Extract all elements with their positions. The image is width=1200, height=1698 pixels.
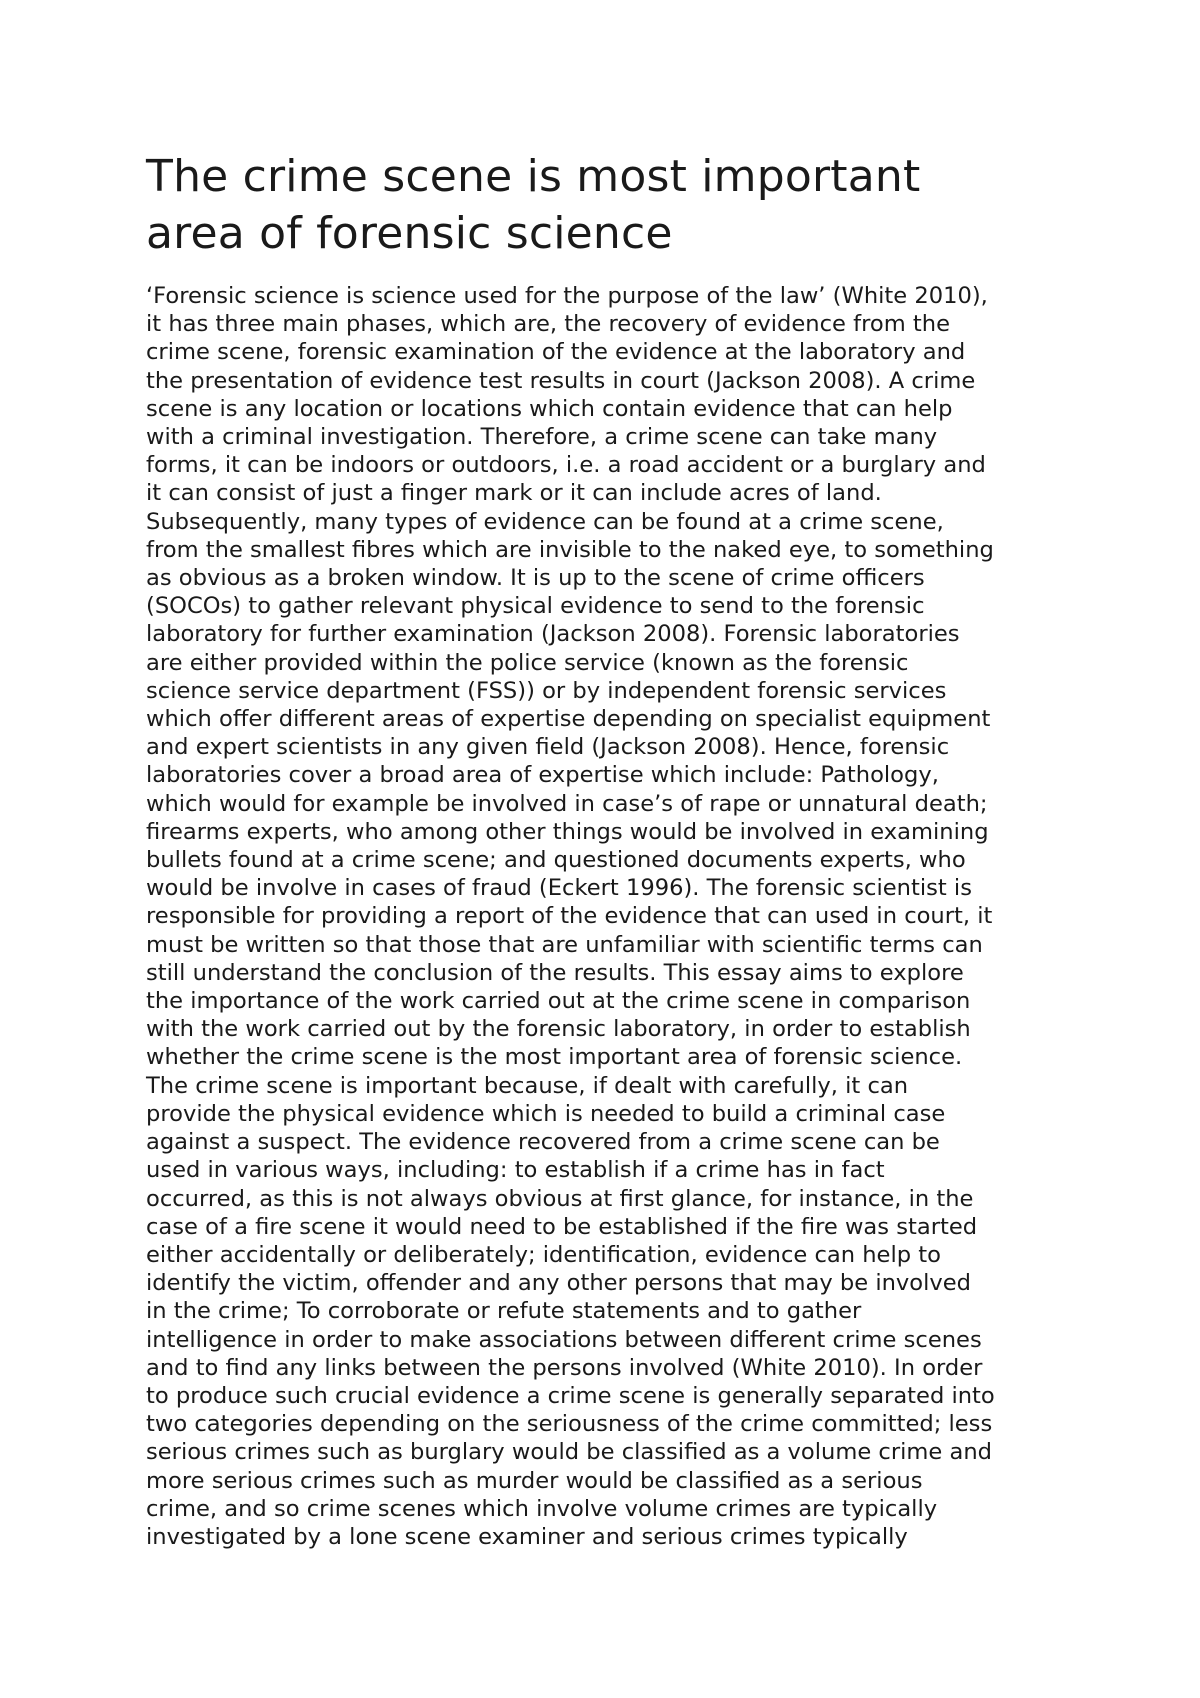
body-line: it can consist of just a finger mark or it can include acres of land.	[146, 480, 882, 507]
body-line: are either provided within the police service (known as the forensic	[146, 649, 909, 676]
body-line: laboratory for further examination (Jackson 2008). Forensic laboratories	[146, 621, 960, 648]
body-line: investigated by a lone scene examiner and serious crimes typically	[146, 1523, 908, 1550]
body-line: it has three main phases, which are, the recovery of evidence from the	[146, 311, 950, 338]
body-line: identify the victim, offender and any other persons that may be involved	[146, 1270, 972, 1297]
body-line: the importance of the work carried out at the crime scene in comparison	[146, 988, 971, 1015]
body-line: Subsequently, many types of evidence can be found at a crime scene,	[146, 508, 944, 535]
body-line: bullets found at a crime scene; and questioned documents experts, who	[146, 847, 966, 874]
body-line: which offer different areas of expertise depending on specialist equipment	[146, 706, 991, 733]
body-line: science service department (FSS)) or by independent forensic services	[146, 677, 947, 704]
body-line: against a suspect. The evidence recovered from a crime scene can be	[146, 1129, 940, 1156]
body-line: used in various ways, including: to establish if a crime has in fact	[146, 1157, 885, 1184]
body-line: must be written so that those that are unfamiliar with scientific terms can	[146, 931, 983, 958]
title-line: area of forensic science	[146, 208, 673, 259]
body-line: whether the crime scene is the most important area of forensic science.	[146, 1044, 963, 1071]
body-line: crime, and so crime scenes which involve volume crimes are typically	[146, 1495, 938, 1522]
body-line: to produce such crucial evidence a crime scene is generally separated into	[146, 1382, 995, 1409]
body-line: laboratories cover a broad area of expertise which include: Pathology,	[146, 762, 939, 789]
body-line: would be involve in cases of fraud (Eckert 1996). The forensic scientist is	[146, 875, 972, 902]
body-line: firearms experts, who among other things would be involved in examining	[146, 818, 989, 845]
body-line: occurred, as this is not always obvious at first glance, for instance, in the	[146, 1185, 974, 1212]
body-line: which would for example be involved in case’s of rape or unnatural death;	[146, 790, 988, 817]
body-line: (SOCOs) to gather relevant physical evidence to send to the forensic	[146, 593, 925, 620]
body-line: two categories depending on the seriousness of the crime committed; less	[146, 1411, 993, 1438]
body-line: provide the physical evidence which is needed to build a criminal case	[146, 1100, 946, 1127]
body-line: forms, it can be indoors or outdoors, i.e. a road accident or a burglary and	[146, 452, 986, 479]
body-line: either accidentally or deliberately; identification, evidence can help to	[146, 1241, 941, 1268]
body-line: scene is any location or locations which contain evidence that can help	[146, 395, 953, 422]
body-line: more serious crimes such as murder would be classified as a serious	[146, 1467, 923, 1494]
body-line: and to find any links between the persons involved (White 2010). In order	[146, 1354, 983, 1381]
body-line: with a criminal investigation. Therefore, a crime scene can take many	[146, 424, 938, 451]
body-line: from the smallest fibres which are invisible to the naked eye, to something	[146, 536, 994, 563]
body-line: and expert scientists in any given field (Jackson 2008). Hence, forensic	[146, 734, 950, 761]
title-line: The crime scene is most important	[146, 151, 921, 202]
document-title	[146, 148, 1076, 262]
body-line: The crime scene is important because, if dealt with carefully, it can	[146, 1072, 909, 1099]
body-line: intelligence in order to make associations between different crime scenes	[146, 1326, 982, 1353]
body-line: ‘Forensic science is science used for the purpose of the law’ (White 2010),	[146, 283, 988, 309]
body-line: in the crime; To corroborate or refute statements and to gather	[146, 1298, 862, 1325]
document-content	[146, 148, 1076, 1551]
body-line: as obvious as a broken window. It is up to the scene of crime officers	[146, 565, 925, 592]
body-line: crime scene, forensic examination of the evidence at the laboratory and	[146, 339, 966, 366]
body-line: still understand the conclusion of the results. This essay aims to explore	[146, 959, 964, 986]
body-line: with the work carried out by the forensic laboratory, in order to establish	[146, 1016, 971, 1043]
body-line: responsible for providing a report of the evidence that can used in court, it	[146, 903, 993, 930]
body-line: serious crimes such as burglary would be classified as a volume crime and	[146, 1439, 993, 1466]
body-paragraph	[146, 282, 1076, 1551]
body-line: case of a fire scene it would need to be established if the fire was started	[146, 1213, 978, 1240]
body-line: the presentation of evidence test results in court (Jackson 2008). A crime	[146, 367, 976, 394]
